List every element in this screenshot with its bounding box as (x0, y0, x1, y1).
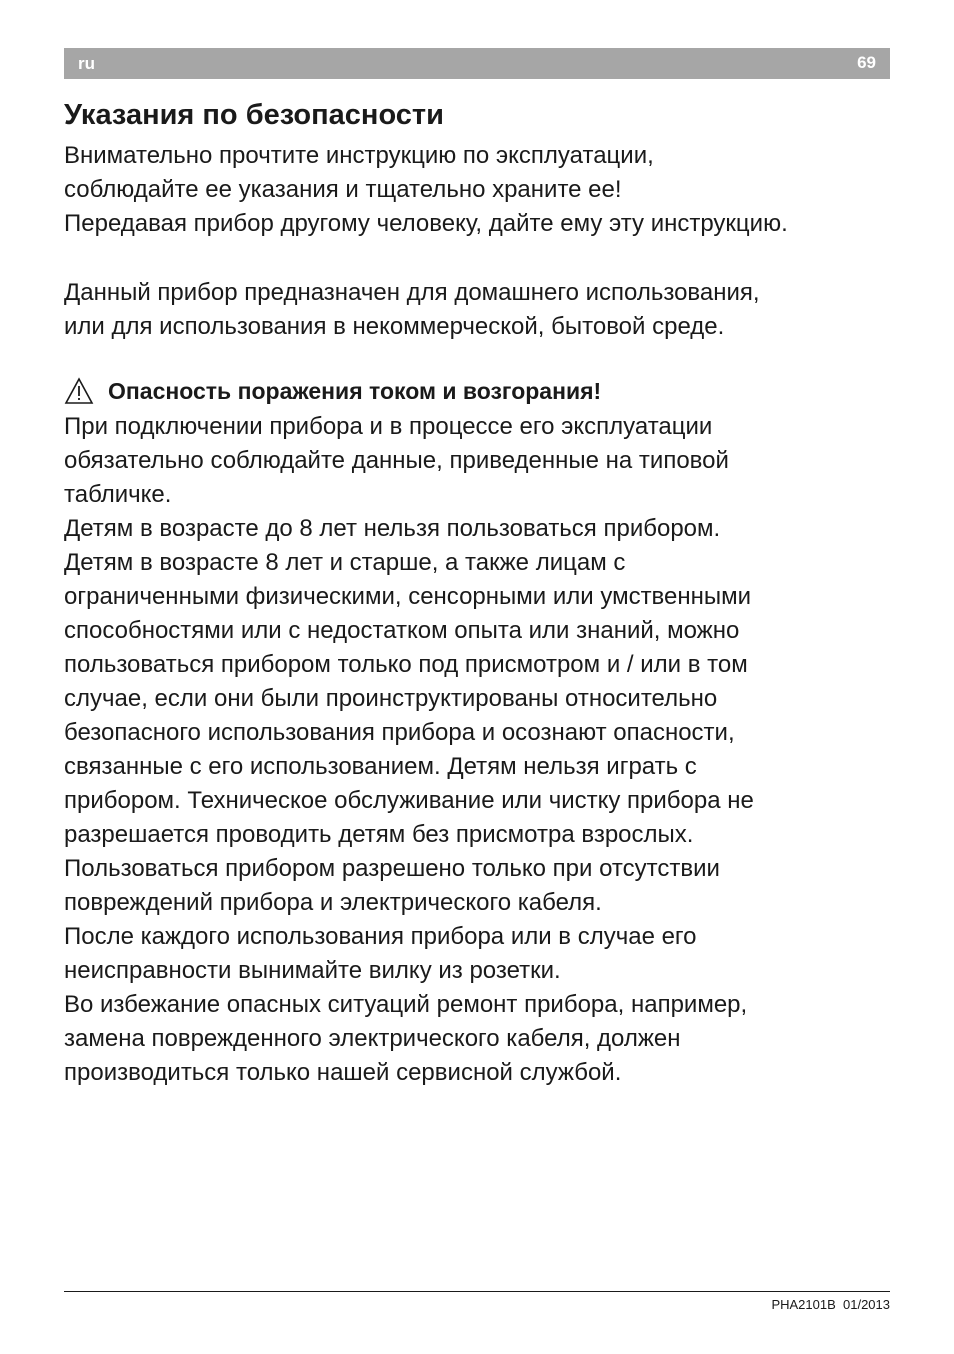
body-line: При подключении прибора и в процессе его эксплуатации (64, 413, 713, 440)
print-date: 01/2013 (843, 1297, 890, 1312)
footer (771, 1297, 890, 1313)
body-line: повреждений прибора и электрического кабеля. (64, 889, 602, 916)
warning-triangle-icon (64, 377, 94, 405)
body-line: неисправности вынимайте вилку из розетки. (64, 957, 561, 984)
section-title: Указания по безопасности (64, 99, 444, 131)
body-line: замена поврежденного электрического кабеля, должен (64, 1025, 681, 1052)
footer-divider (64, 1291, 890, 1292)
purpose-line: Данный прибор предназначен для домашнего использования, (64, 279, 760, 306)
body-line: прибором. Техническое обслуживание или чистку прибора не (64, 787, 754, 814)
body-line: табличке. (64, 481, 172, 508)
model-number: PHA2101B (771, 1297, 836, 1312)
body-line: ограниченными физическими, сенсорными или умственными (64, 583, 752, 610)
body-line: связанные с его использованием. Детям нельзя играть с (64, 753, 697, 780)
body-line: обязательно соблюдайте данные, приведенные на типовой (64, 447, 729, 474)
body-line: Пользоваться прибором разрешено только при отсутствии (64, 855, 720, 882)
purpose-line: или для использования в некоммерческой, бытовой среде. (64, 313, 725, 340)
page-header-bar (64, 48, 890, 79)
body-line: Во избежание опасных ситуаций ремонт прибора, например, (64, 991, 748, 1018)
page-number: 69 (857, 53, 876, 72)
purpose-paragraph (64, 276, 760, 344)
body-line: пользоваться прибором только под присмотром и / или в том (64, 651, 748, 678)
intro-line: соблюдайте ее указания и тщательно храните ее! (64, 176, 622, 203)
language-code: ru (78, 54, 95, 73)
body-line: безопасного использования прибора и осознают опасности, (64, 719, 735, 746)
body-line: Детям в возрасте 8 лет и старше, а также лицам с (64, 549, 626, 576)
body-line: После каждого использования прибора или в случае его (64, 923, 697, 950)
intro-paragraph (64, 139, 788, 241)
body-line: Детям в возрасте до 8 лет нельзя пользоваться прибором. (64, 515, 721, 542)
warning-heading-text: Опасность поражения током и возгорания! (108, 378, 602, 404)
intro-line: Передавая прибор другому человеку, дайте ему эту инструкцию. (64, 210, 788, 237)
body-line: разрешается проводить детям без присмотра взрослых. (64, 821, 694, 848)
body-line: случае, если они были проинструктированы относительно (64, 685, 718, 712)
body-line: способностями или с недостатком опыта или знаний, можно (64, 617, 740, 644)
intro-line: Внимательно прочтите инструкцию по эксплуатации, (64, 142, 654, 169)
body-line: производиться только нашей сервисной службой. (64, 1059, 622, 1086)
safety-body (64, 410, 754, 1090)
warning-heading (64, 374, 601, 408)
